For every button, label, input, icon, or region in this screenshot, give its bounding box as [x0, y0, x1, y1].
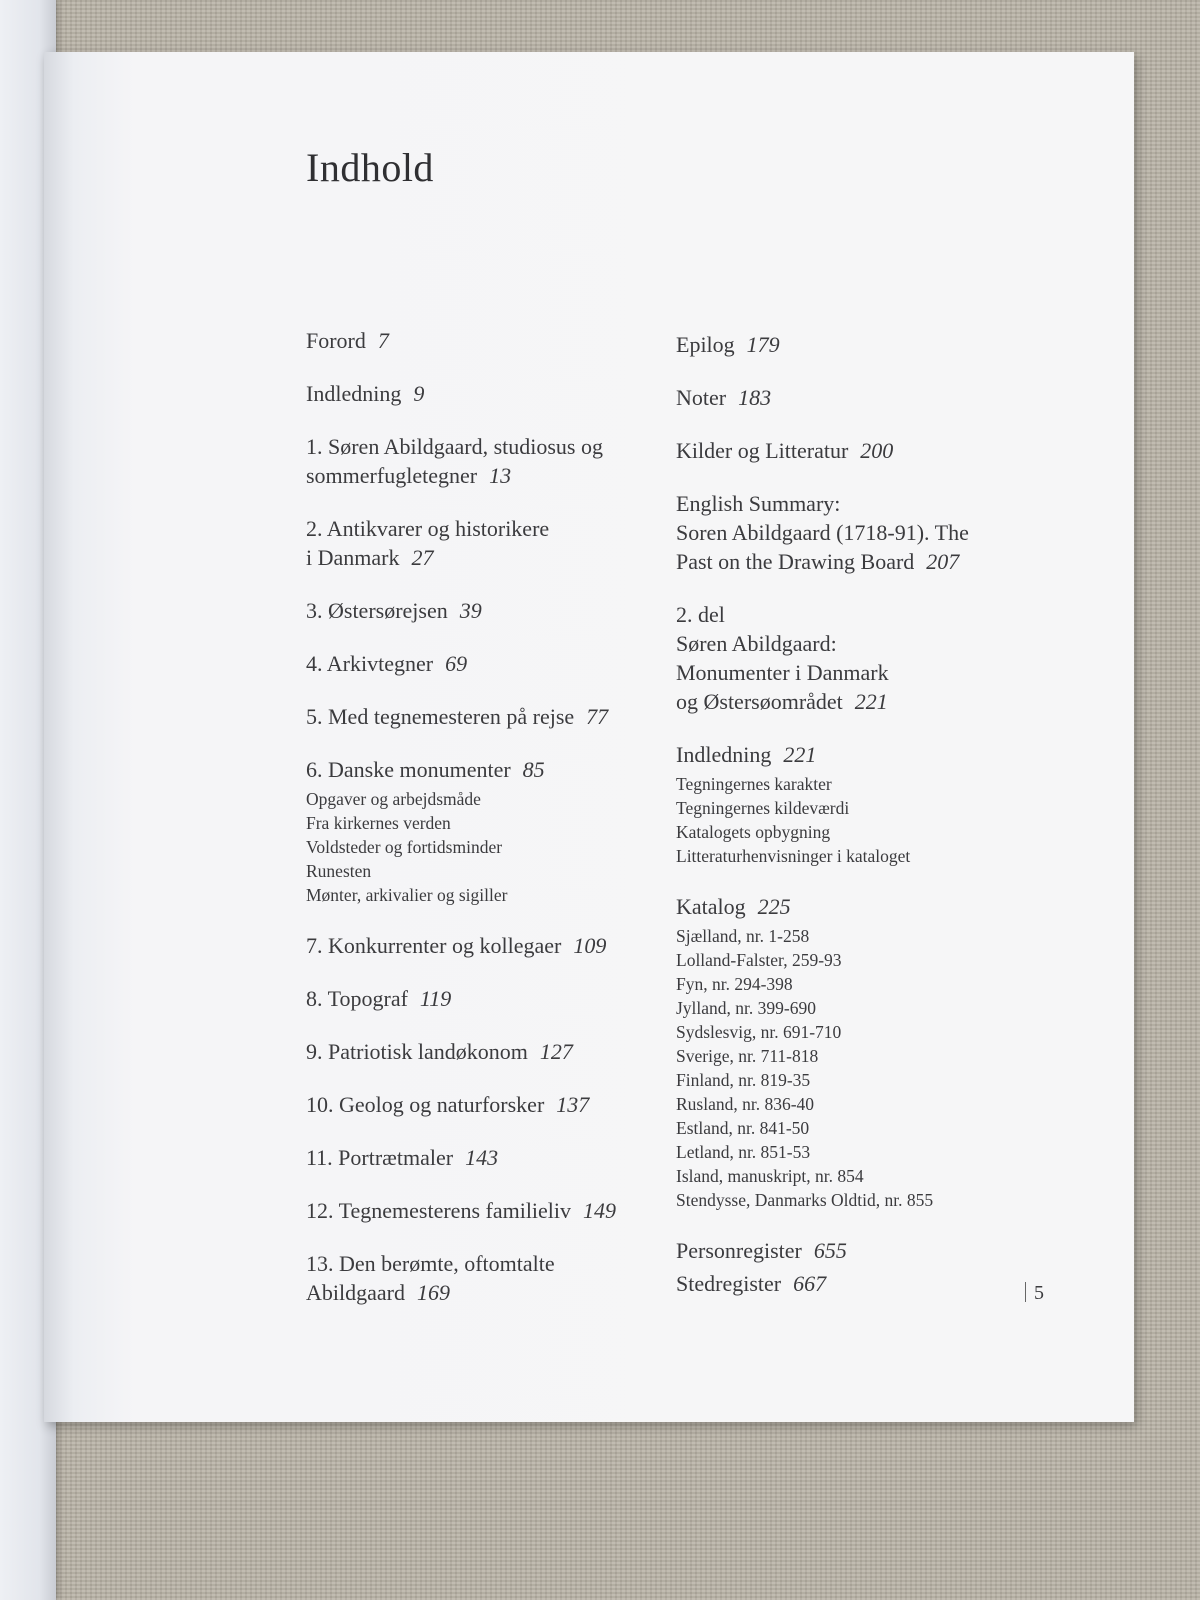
toc-subitem: Mønter, arkivalier og sigiller — [306, 885, 508, 905]
toc-subitem: Tegningernes karakter — [676, 774, 832, 794]
toc-subitem: Jylland, nr. 399-690 — [676, 998, 816, 1018]
toc-entry-title: 11. Portrætmaler — [306, 1145, 454, 1170]
toc-subitem: Sjælland, nr. 1-258 — [676, 926, 810, 946]
toc-entry-title: 8. Topograf — [306, 986, 408, 1011]
toc-entry-title: 7. Konkurrenter og kollegaer — [306, 933, 562, 958]
book-page — [44, 52, 1134, 1422]
toc-entry — [306, 755, 666, 907]
toc-entry-page: 667 — [793, 1271, 827, 1296]
toc-subitem: Litteraturhenvisninger i kataloget — [676, 846, 911, 866]
toc-entry-title: 2. del Søren Abildgaard: Monumenter i Danmark og Østersøområdet — [676, 602, 889, 714]
toc-entry — [306, 1037, 666, 1066]
toc-entry-title: 6. Danske monumenter — [306, 757, 511, 782]
toc-entry — [676, 436, 1076, 465]
toc-entry-title: Forord — [306, 328, 366, 353]
toc-subitem: Estland, nr. 841-50 — [676, 1118, 810, 1138]
toc-entry-title: Indledning — [306, 381, 402, 406]
toc-left-column — [306, 326, 666, 1331]
toc-entry — [676, 330, 1076, 359]
toc-subitem: Finland, nr. 819-35 — [676, 1070, 811, 1090]
toc-entry-page: 149 — [583, 1198, 617, 1223]
toc-entry-page: 207 — [926, 549, 960, 574]
toc-subitem: Rusland, nr. 836-40 — [676, 1094, 815, 1114]
toc-entry — [306, 379, 666, 408]
toc-entry-title: Personregister — [676, 1238, 802, 1263]
toc-entry-title: 12. Tegnemesterens familieliv — [306, 1198, 572, 1223]
toc-entry-page: 221 — [854, 689, 888, 714]
toc-entry — [306, 1143, 666, 1172]
toc-subitem: Tegningernes kildeværdi — [676, 798, 850, 818]
toc-entry-page: 127 — [539, 1039, 573, 1064]
toc-entry — [306, 931, 666, 960]
toc-entry — [676, 383, 1076, 412]
toc-entry — [306, 1249, 666, 1307]
toc-entry — [306, 326, 666, 355]
toc-entry-page: 225 — [757, 894, 791, 919]
toc-entry-title: Kilder og Litteratur — [676, 438, 849, 463]
toc-entry-page: 27 — [411, 545, 434, 570]
toc-entry-title: 2. Antikvarer og historikere i Danmark — [306, 516, 550, 570]
toc-entry-page: 221 — [783, 742, 817, 767]
toc-entry — [306, 1196, 666, 1225]
toc-entry-title: Epilog — [676, 332, 735, 357]
toc-entry-page: 183 — [738, 385, 772, 410]
toc-entry-page: 39 — [459, 598, 482, 623]
toc-entry-title: 5. Med tegnemesteren på rejse — [306, 704, 575, 729]
toc-sublist — [306, 787, 666, 907]
toc-entry — [676, 600, 1076, 716]
toc-subitem: Opgaver og arbejdsmåde — [306, 789, 481, 809]
toc-entry-page: 69 — [445, 651, 468, 676]
toc-entry — [306, 596, 666, 625]
toc-subitem: Lolland-Falster, 259-93 — [676, 950, 842, 970]
toc-entry-page: 77 — [586, 704, 609, 729]
toc-entry-page: 200 — [860, 438, 894, 463]
toc-entry — [676, 892, 1076, 1212]
toc-entry-page: 179 — [746, 332, 780, 357]
toc-entry-title: Indledning — [676, 742, 772, 767]
toc-subitem: Letland, nr. 851-53 — [676, 1142, 811, 1162]
toc-subitem: Island, manuskript, nr. 854 — [676, 1166, 864, 1186]
toc-entry-title: 4. Arkivtegner — [306, 651, 434, 676]
toc-entry — [676, 1269, 1076, 1298]
toc-subitem: Sverige, nr. 711-818 — [676, 1046, 819, 1066]
toc-entry-title: 9. Patriotisk landøkonom — [306, 1039, 528, 1064]
toc-entry-title: Stedregister — [676, 1271, 782, 1296]
toc-entry — [306, 514, 666, 572]
toc-entry — [676, 489, 1076, 576]
toc-sublist — [676, 924, 1076, 1212]
toc-entry-page: 109 — [573, 933, 607, 958]
toc-entry — [306, 649, 666, 678]
page-number: 5 — [1034, 1282, 1044, 1304]
toc-entry-title: English Summary: Soren Abildgaard (1718-91). The Past on the Drawing Board — [676, 491, 969, 574]
toc-subitem: Stendysse, Danmarks Oldtid, nr. 855 — [676, 1190, 934, 1210]
toc-subitem: Runesten — [306, 861, 372, 881]
toc-entry-page: 7 — [377, 328, 389, 353]
toc-entry — [676, 1236, 1076, 1265]
toc-entry-title: 10. Geolog og naturforsker — [306, 1092, 545, 1117]
toc-entry-page: 13 — [489, 463, 512, 488]
toc-entry-title: 3. Østersørejsen — [306, 598, 448, 623]
page-title: Indhold — [306, 145, 434, 190]
toc-entry-page: 119 — [419, 986, 452, 1011]
toc-subitem: Katalogets opbygning — [676, 822, 831, 842]
toc-entry-page: 85 — [522, 757, 545, 782]
toc-subitem: Sydslesvig, nr. 691-710 — [676, 1022, 842, 1042]
toc-subitem: Fra kirkernes verden — [306, 813, 451, 833]
page-number-divider — [1025, 1282, 1026, 1302]
page-footer — [1025, 1282, 1044, 1305]
toc-entry-title: 13. Den berømte, oftomtalte Abildgaard — [306, 1251, 555, 1305]
toc-entry — [306, 702, 666, 731]
toc-entry — [306, 984, 666, 1013]
toc-entry-page: 655 — [813, 1238, 847, 1263]
toc-subitem: Voldsteder og fortidsminder — [306, 837, 503, 857]
toc-sublist — [676, 772, 1076, 868]
toc-subitem: Fyn, nr. 294-398 — [676, 974, 793, 994]
toc-entry-page: 143 — [465, 1145, 499, 1170]
toc-entry — [306, 432, 666, 490]
toc-entry-page: 9 — [413, 381, 425, 406]
toc-entry-page: 137 — [556, 1092, 590, 1117]
toc-entry-title: Noter — [676, 385, 727, 410]
toc-entry — [676, 740, 1076, 868]
toc-entry-page: 169 — [416, 1280, 450, 1305]
toc-entry-title: Katalog — [676, 894, 746, 919]
toc-right-column — [676, 330, 1076, 1322]
toc-entry — [306, 1090, 666, 1119]
toc-entry-title: 1. Søren Abildgaard, studiosus og sommerfugletegner — [306, 434, 603, 488]
